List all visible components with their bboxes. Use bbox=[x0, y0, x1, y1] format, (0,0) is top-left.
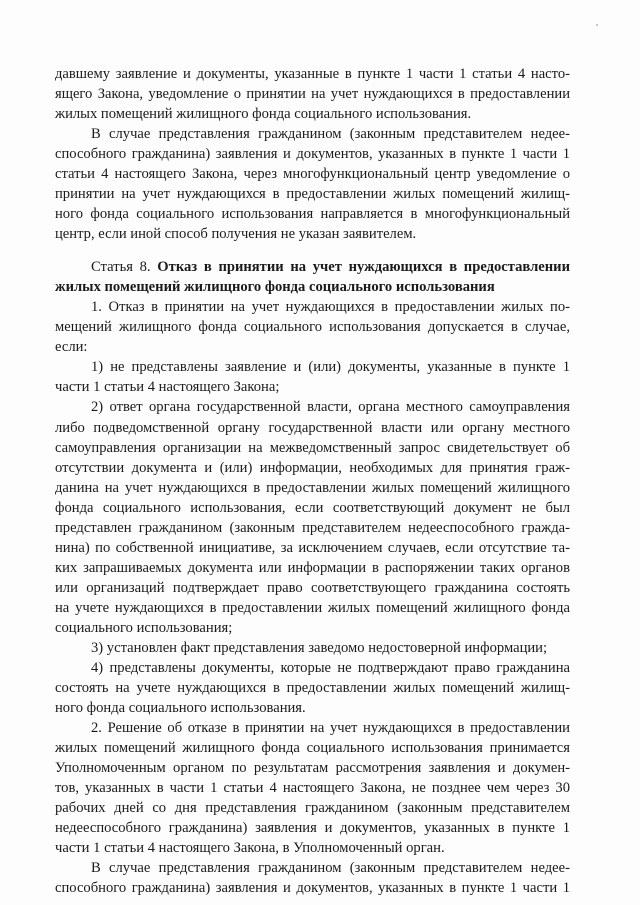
text-line: ного фонда социального использования. bbox=[55, 700, 306, 716]
text-line: ких запрашиваемых документа или информации в распоряжении таких органов bbox=[55, 560, 570, 576]
text-line: Уполномоченным органом по результатам рассмотрения заявления и докумен- bbox=[55, 760, 570, 776]
text-line: или организаций подтверждает право соответствующего гражданина состоять bbox=[55, 580, 570, 596]
text-line: тов, указанных в части 1 статьи 4 настоящего Закона, не позднее чем через 30 bbox=[55, 780, 570, 796]
text-line: 4) представлены документы, которые не подтверждают право гражданина bbox=[91, 660, 570, 676]
text-line: центр, если иной способ получения не указан заявителем. bbox=[55, 226, 417, 242]
text-line: недееспособного гражданина) заявления и документов, указанных в пункте 1 bbox=[55, 820, 570, 836]
article-title-continued: жилых помещений жилищного фонда социального использования bbox=[55, 279, 495, 295]
text-line: способного гражданина) заявления и документов, указанных в пункте 1 части 1 bbox=[55, 146, 570, 162]
text-line: части 1 статьи 4 настоящего Закона; bbox=[55, 379, 280, 395]
text-line: В случае представления гражданином (законным представителем недее- bbox=[91, 126, 570, 142]
text-line: состоять на учете нуждающихся в предоставлении жилых помещений жилищ- bbox=[55, 680, 570, 696]
text-line: если: bbox=[55, 339, 88, 355]
text-line: 2) ответ органа государственной власти, органа местного самоуправления bbox=[91, 399, 570, 415]
article-heading bbox=[91, 257, 570, 277]
text-line: социального использования; bbox=[55, 620, 233, 636]
text-line: жилых помещений жилищного фонда социального использования принимается bbox=[55, 740, 570, 756]
text-line: ного фонда социального использования направляется в многофункциональный bbox=[55, 206, 570, 222]
article-number: Статья 8. bbox=[91, 259, 151, 275]
text-line: данина на учет нуждающихся в предоставлении жилых помещений жилищного bbox=[55, 480, 570, 496]
text-line: В случае представления гражданином (законным представителем недее- bbox=[91, 860, 570, 876]
text-line: жилых помещений жилищного фонда социального использования. bbox=[55, 106, 472, 122]
text-line: части 1 статьи 4 настоящего Закона, в Уполномоченный орган. bbox=[55, 840, 445, 856]
text-line: способного гражданина) заявления и документов, указанных в пункте 1 части 1 bbox=[55, 880, 570, 896]
text-line: мещений жилищного фонда социального использования допускается в случае, bbox=[55, 319, 570, 335]
text-line: принятии на учет нуждающихся в предоставлении жилых помещений жилищ- bbox=[55, 186, 570, 202]
text-line: фонда социального использования, если соответствующий документ не был bbox=[55, 500, 570, 516]
article-title: Отказ в принятии на учет нуждающихся в предоставлении bbox=[157, 259, 570, 275]
text-line: 2. Решение об отказе в принятии на учет нуждающихся в предоставлении bbox=[91, 720, 570, 736]
text-line: рабочих дней со дня представления гражданином (законным представителем bbox=[55, 800, 570, 816]
scan-speck bbox=[596, 24, 598, 26]
text-line: статьи 4 настоящего Закона, через многофункциональный центр уведомление о bbox=[55, 166, 570, 182]
text-line: самоуправления организации на межведомственный запрос свидетельствует об bbox=[55, 440, 570, 456]
text-line: нина) по собственной инициативе, за исключением случаев, если отсутствие та- bbox=[55, 540, 570, 556]
text-line: либо подведомственной органу государственной власти или органу местного bbox=[55, 420, 570, 436]
text-line: представлен гражданином (законным представителем недееспособного гражда- bbox=[55, 520, 570, 536]
text-line: 1. Отказ в принятии на учет нуждающихся в предоставлении жилых по- bbox=[91, 299, 570, 315]
text-line: ящего Закона, уведомление о принятии на учет нуждающихся в предоставлении bbox=[55, 86, 570, 102]
text-line: на учете нуждающихся в предоставлении жилых помещений жилищного фонда bbox=[55, 600, 570, 616]
text-line: 1) не представлены заявление и (или) документы, указанные в пункте 1 bbox=[91, 359, 570, 375]
text-line: давшему заявление и документы, указанные в пункте 1 части 1 статьи 4 насто- bbox=[55, 66, 570, 82]
text-line: 3) установлен факт представления заведомо недостоверной информации; bbox=[91, 640, 548, 656]
text-line: отсутствии документа и (или) информации, необходимых для принятия граж- bbox=[55, 460, 570, 476]
